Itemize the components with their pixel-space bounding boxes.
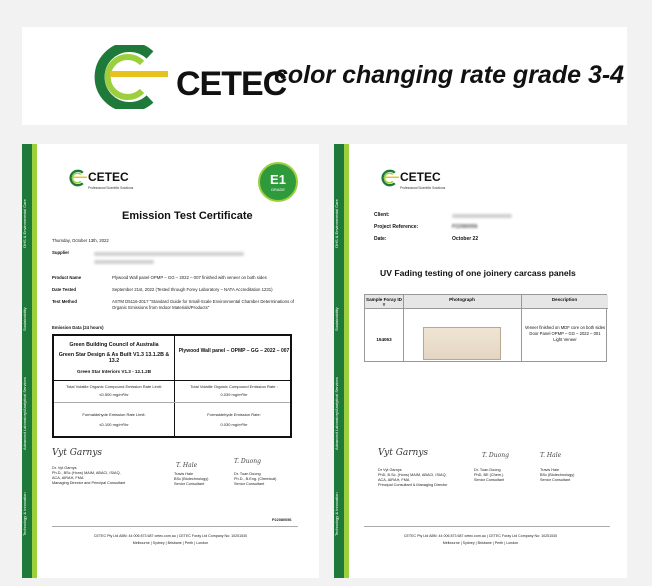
side-label: Advanced Laboratory/Analytical Services [22,377,27,451]
signatory-duong: Dr. Tuan Duong PhD, BE (Chem.) Senior Consultant [474,468,505,482]
badge-grade: E1 [270,172,286,187]
logo-brand: CETEC [400,170,441,184]
sample-description: Veneer finished on MDF core on both sides Door Panel OPMP – GG – 2022 – 001 Light Veneer [524,325,606,342]
samples-table [364,294,607,362]
logo-subtitle: Professional Scientific Solutions [400,186,446,190]
supplier-label: Supplier [52,250,70,255]
footer-locations: Melbourne | Sydney | Brisbane | Perth | London [442,541,519,545]
signatory-hale: Travis Hale BSc (Biotechnology) Senior Consultant [174,472,209,486]
side-label: Technology & Innovation [334,492,339,536]
report-date-value: October 22 [452,236,479,242]
tvoc-limit-value: ≤0.500 mg/m²/hr [99,392,129,397]
cetec-logo-icon [72,45,172,109]
report-date-label: Date: [374,236,387,242]
certificate-date: Thursday, October 13th, 2022 [52,238,109,243]
e1-grade-badge [258,162,298,202]
tvoc-rate-value: 0.039 mg/m²/hr [220,392,248,397]
banner-tagline: color changing rate grade 3-4 [274,61,625,89]
project-reference-value: P22080056 [452,224,478,230]
gbca-standard-2: Green Star Interiors V1.3 - 12.1.2B [76,369,152,374]
emission-results-box [52,334,292,438]
sample-photograph [423,327,501,360]
signature-hale: T. Hale [176,462,198,469]
report-page [334,144,627,578]
footer-company: CETEC Pty Ltd ABN: 44 006 873 687 cetec.com.au | CETEC Foray Ltd Company No: 10251530 [403,534,558,538]
table-header: Description [521,295,608,309]
signature-hale: T. Hale [540,452,562,459]
cetec-logo [64,166,164,194]
emission-data-label: Emission Data (24 hours) [52,325,104,330]
signature-duong: T. Duong [482,452,509,459]
project-reference-label: Project Reference: [374,224,419,230]
report-title: UV Fading testing of one joinery carcass panels [380,268,576,278]
side-label: Technology & Innovation [22,492,27,536]
logo-subtitle: Professional Scientific Solutions [88,186,134,190]
signature-garnys: Vyt Garnys [52,448,103,458]
logo-brand: CETEC [88,170,129,184]
certificate-reference: P22080056 [272,518,292,522]
side-label: Sustainability [334,307,339,331]
certificate-page [22,144,319,578]
cetec-logo [376,166,476,194]
certificate-title: Emission Test Certificate [122,210,253,222]
side-label: OHS & Environmental Care [334,199,339,249]
formaldehyde-rate-label: Formaldehyde Emission Rate: [207,412,261,417]
sample-id: 154063 [376,337,392,342]
signatory-garnys: Dr. Vyt Garnys Ph.D., BSc (Hons) MAIM, ABACI, ISIAQ, ACA, AIRAH, FMA Managing Director and Principal Consultant [52,466,126,485]
product-label: Product Name [52,275,82,280]
side-label: Sustainability [22,307,27,331]
client-label: Client: [374,212,390,218]
supplier-redacted [94,252,244,256]
footer-company: CETEC Pty Ltd ABN: 44 006 873 687 cetec.com.au | CETEC Foray Ltd Company No: 10251530 [93,534,248,538]
date-tested-label: Date Tested [52,287,77,292]
badge-label: GRADE [270,187,286,192]
brand-name: CETEC [176,65,287,103]
header-banner [22,27,627,125]
client-redacted [452,214,512,218]
gbca-standard-1: Green Star Design & As Built V1.3 13.1.2B & 13.2 [58,352,170,364]
footer-locations: Melbourne | Sydney | Brisbane | Perth | London [132,541,209,545]
signatory-duong: Dr. Tuan Duong Ph.D., B.Eng. (Chemical) Senior Consultant [234,472,277,486]
signature-duong: T. Duong [234,458,261,465]
formaldehyde-limit-label: Formaldehyde Emission Rate Limit: [82,412,146,417]
date-tested-value: September 21st, 2022 (Tested through Forey Laboratory – NATA Accreditation 1231) [112,287,273,292]
gbca-title: Green Building Council of Australia [69,342,159,348]
signatory-hale: Travis Hale BSc (Biotechnology) Senior Consultant [540,468,575,482]
tvoc-limit-label: Total Volatile Organic Compound Emission Rate Limit: [66,384,162,389]
signatory-garnys: Dr Vyt Garnys PhD, B.Sc. (Hons) MAIM, ABACI, ISIAQ, ACA, AIRAH, FMA Principal Consultant & Managing Director [378,468,448,487]
product-value: Plywood Wall panel OPMP – GG – 2022 – 007 finished with veneer on both sides [112,275,267,280]
side-label: Advanced Laboratory/Analytical Services [334,377,339,451]
tested-product: Plywood Wall panel – OPMP – GG – 2022 – 007 [178,348,290,354]
cetec-logo-icon [64,168,88,188]
table-header: Sample Foray ID # [366,297,402,307]
cetec-logo-icon [376,168,400,188]
side-label: OHS & Environmental Care [22,199,27,249]
formaldehyde-limit-value: ≤0.100 mg/m²/hr [99,422,129,427]
test-method-value: ASTM D5116-2017 "Standard Guide for Small-Scale Environmental Chamber Determinations of Organic Emissions from Indoor Materials/Products" [112,299,295,310]
formaldehyde-rate-value: 0.030 mg/m²/hr [220,422,248,427]
tvoc-rate-label: Total Volatile Organic Compound Emission Rate : [190,384,278,389]
table-header: Photograph [403,295,521,309]
signature-garnys: Vyt Garnys [378,448,429,458]
test-method-label: Test Method [52,299,77,304]
supplier-redacted [94,260,154,264]
